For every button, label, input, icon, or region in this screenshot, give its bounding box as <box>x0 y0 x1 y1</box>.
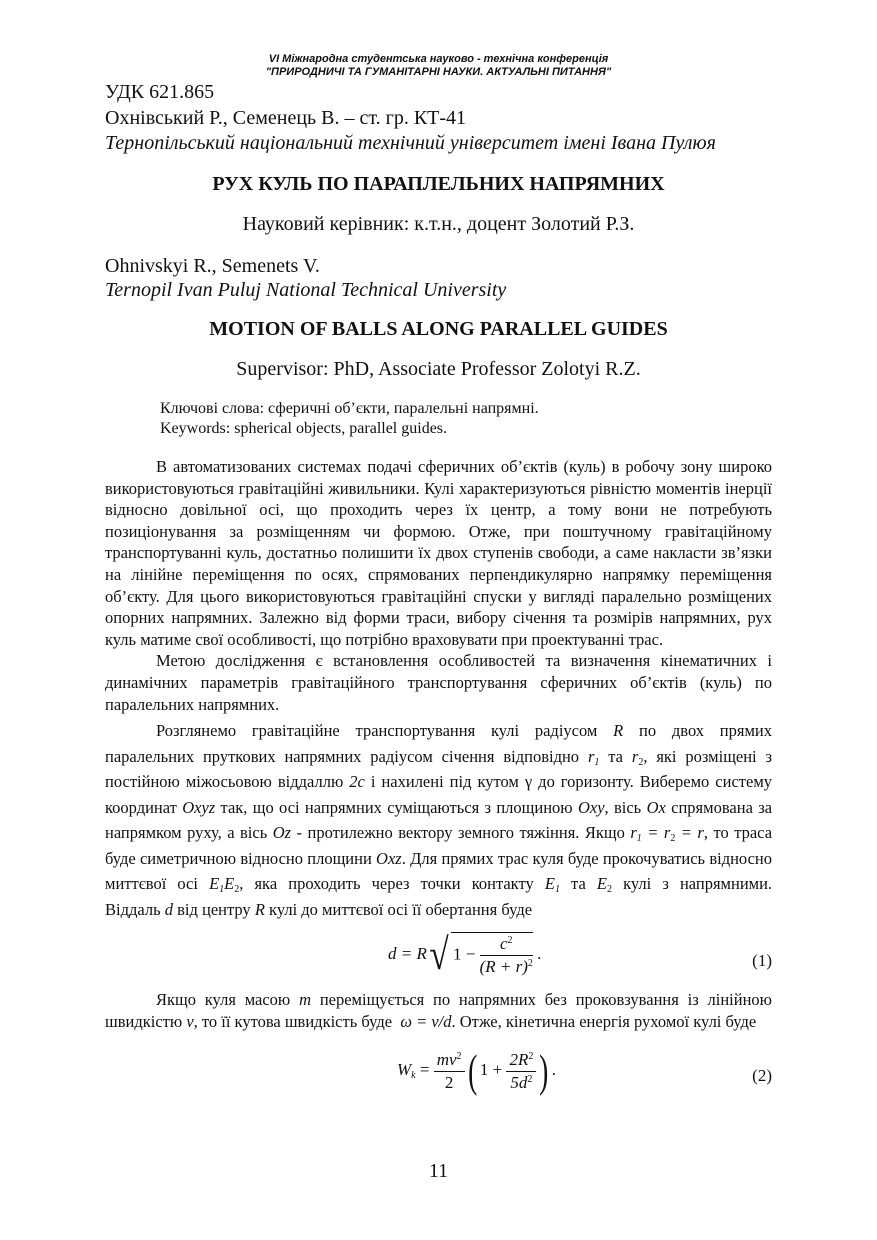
equation-1-number: (1) <box>752 951 772 970</box>
title-en: MOTION OF BALLS ALONG PARALLEL GUIDES <box>209 318 668 340</box>
authors-ua: Охнівський Р., Семенець В. – ст. гр. КТ-41 <box>105 107 467 129</box>
body-text <box>105 456 772 715</box>
page-number: 11 <box>428 1160 449 1182</box>
conference-subtitle: "ПРИРОДНИЧІ ТА ГУМАНІТАРНІ НАУКИ. АКТУАЛЬНІ ПИТАННЯ" <box>265 66 612 78</box>
keywords-en: Keywords: spherical objects, parallel guides. <box>160 420 448 437</box>
conference-name: VI Міжнародна студентська науково - технічна конференція <box>268 53 609 65</box>
authors-en: Ohnivskyi R., Semenets V. <box>105 255 320 277</box>
paragraph-goal: Метою дослідження є встановлення особливостей та визначення кінематичних і динамічних параметрів гравітаційного транспортування сферичних об’єктів (куль) по паралельних напрямних. <box>105 651 772 714</box>
paragraph-model: Розглянемо гравітаційне транспортування кулі радіусом R по двох прямих паралельних пруткових напрямних радіусом січення відповідно $r_1$ та $r_2$, які розміщені з постійною міжосьовою віддаллю 2c і нахилені під кутом γ до горизонту. Виберемо систему координат Oxyz так, що осі напрямних суміщаються з площиною Oxy, вісь Ox спрямована за напрямком руху, а вісь Oz - протилежно вектору земного тяжіння. Якщо $r_1 = r_2 = r$, то траса буде симетричною відносно площини Oxz. Для прямих трас куля буде прокочуватись відносно миттєвої осі $E_1E_2$, яка проходить через точки контакту $E_1$ та $E_2$ кулі з напрямними. Віддаль d від центру R кулі до миттєвої осі її обертання буде <box>105 721 773 919</box>
paragraph-intro: В автоматизованих системах подачі сферичних об’єктів (куль) в робочу зону широко використовуються гравітаційні живильники. Кулі характеризуються рівністю моментів інерції відносно довільної осі, що проходить через їх центр, а тому вони не потребують позиціонування за розміщенням чи формою. Отже, при поштучному гравітаційному транспортуванні куль, достатньо полишити їх двох ступенів свободи, а саме накласти зв’язки на лінійне переміщення по осях, спрямованих перпендикулярно напрямку переміщення об’єкту. Для цього використовуються гравітаційні спуски у вигляді паралельно розміщених опорних напрямних. Залежно від форми траси, вибору січення та розмірів напрямних, рух куль матиме свої особливості, що потрібно враховувати при проектуванні трас. <box>105 457 772 649</box>
equation-2: $W_k$ = $\frac{mv^2}{2}$ ( 1 + $\frac{2R^2}{5d^2}$ ) . <box>397 1045 556 1096</box>
title-ua: РУХ КУЛЬ ПО ПАРАПЛЕЛЬНИХ НАПРЯМНИХ <box>212 173 665 195</box>
university-ua: Тернопільський національний технічний університет імені Івана Пулюя <box>105 132 716 154</box>
equation-1: d = R√ 1 − $\frac{c^2}{(R + r)^2}$ . <box>388 930 542 979</box>
university-en: Ternopil Ivan Puluj National Technical University <box>105 279 507 301</box>
sqrt-sign: √ <box>429 930 449 979</box>
supervisor-ua: Науковий керівник: к.т.н., доцент Золотий Р.З. <box>242 213 635 235</box>
keywords-ua: Ключові слова: сферичні об’єкти, паралельні напрямні. <box>160 400 539 417</box>
supervisor-en: Supervisor: PhD, Associate Professor Zolotyi R.Z. <box>236 358 641 380</box>
udk-code: УДК 621.865 <box>105 81 215 103</box>
paragraph-kinetic: Якщо куля масою m переміщується по напрямних без проковзування із лінійною швидкістю v, то її кутова швидкість буде ω = v/d. Отже, кінетична енергія рухомої кулі буде <box>105 990 773 1031</box>
equation-2-number: (2) <box>752 1066 772 1085</box>
